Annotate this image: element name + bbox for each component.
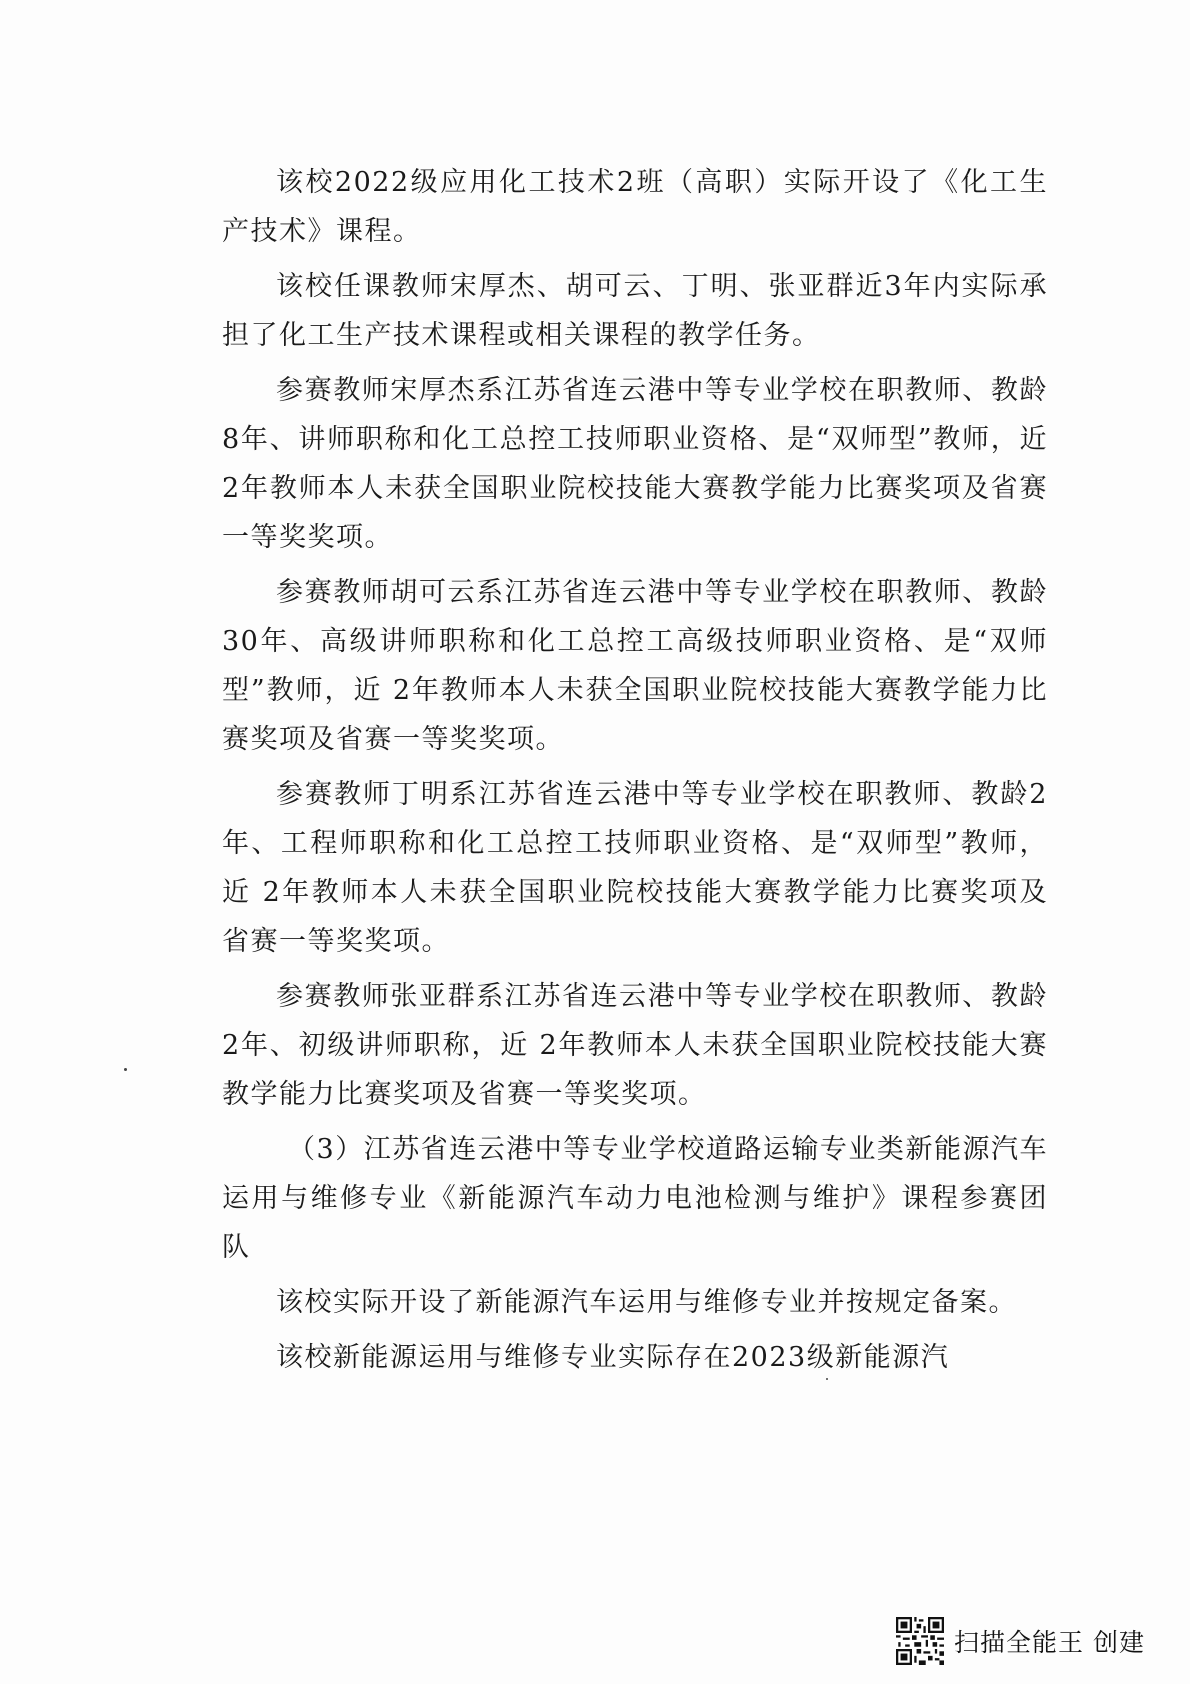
watermark-text: 扫描全能王 创建 <box>954 1628 1145 1657</box>
paragraph-course-offering: 该校2022级应用化工技术2班（高职）实际开设了《化工生产技术》课程。 <box>222 167 1048 247</box>
paragraph-major-registration: 该校实际开设了新能源汽车运用与维修专业并按规定备案。 <box>276 1287 1017 1318</box>
scan-speck <box>826 1378 828 1380</box>
paragraph-teacher-zhang: 参赛教师张亚群系江苏省连云港中等专业学校在职教师、教龄2年、初级讲师职称，近 2年教师本人未获全国职业院校技能大赛教学能力比赛奖项及省赛一等奖奖项。 <box>222 981 1048 1110</box>
paragraph-teaching-staff: 该校任课教师宋厚杰、胡可云、丁明、张亚群近3年内实际承担了化工生产技术课程或相关课程的教学任务。 <box>222 271 1048 351</box>
document-body <box>222 158 1048 1388</box>
scan-speck <box>124 1068 127 1071</box>
paragraph-teacher-song: 参赛教师宋厚杰系江苏省连云港中等专业学校在职教师、教龄8年、讲师职称和化工总控工技师职业资格、是“双师型”教师，近2年教师本人未获全国职业院校技能大赛教学能力比赛奖项及省赛一等奖奖项。 <box>222 375 1048 553</box>
paragraph-teacher-hu: 参赛教师胡可云系江苏省连云港中等专业学校在职教师、教龄30年、高级讲师职称和化工总控工高级技师职业资格、是“双师型”教师，近 2年教师本人未获全国职业院校技能大赛教学能力比赛奖项及省赛一等奖奖项。 <box>222 577 1048 755</box>
section-heading-team-3: （3）江苏省连云港中等专业学校道路运输专业类新能源汽车运用与维修专业《新能源汽车动力电池检测与维护》课程参赛团队 <box>222 1134 1048 1263</box>
paragraph-major-enrollment: 该校新能源运用与维修专业实际存在2023级新能源汽 <box>276 1342 950 1373</box>
scanner-watermark <box>896 1616 1145 1666</box>
paragraph-teacher-ding: 参赛教师丁明系江苏省连云港中等专业学校在职教师、教龄2年、工程师职称和化工总控工技师职业资格、是“双师型”教师，近 2年教师本人未获全国职业院校技能大赛教学能力比赛奖项及省赛一等奖奖项。 <box>222 779 1048 957</box>
qr-code-icon <box>896 1617 944 1665</box>
